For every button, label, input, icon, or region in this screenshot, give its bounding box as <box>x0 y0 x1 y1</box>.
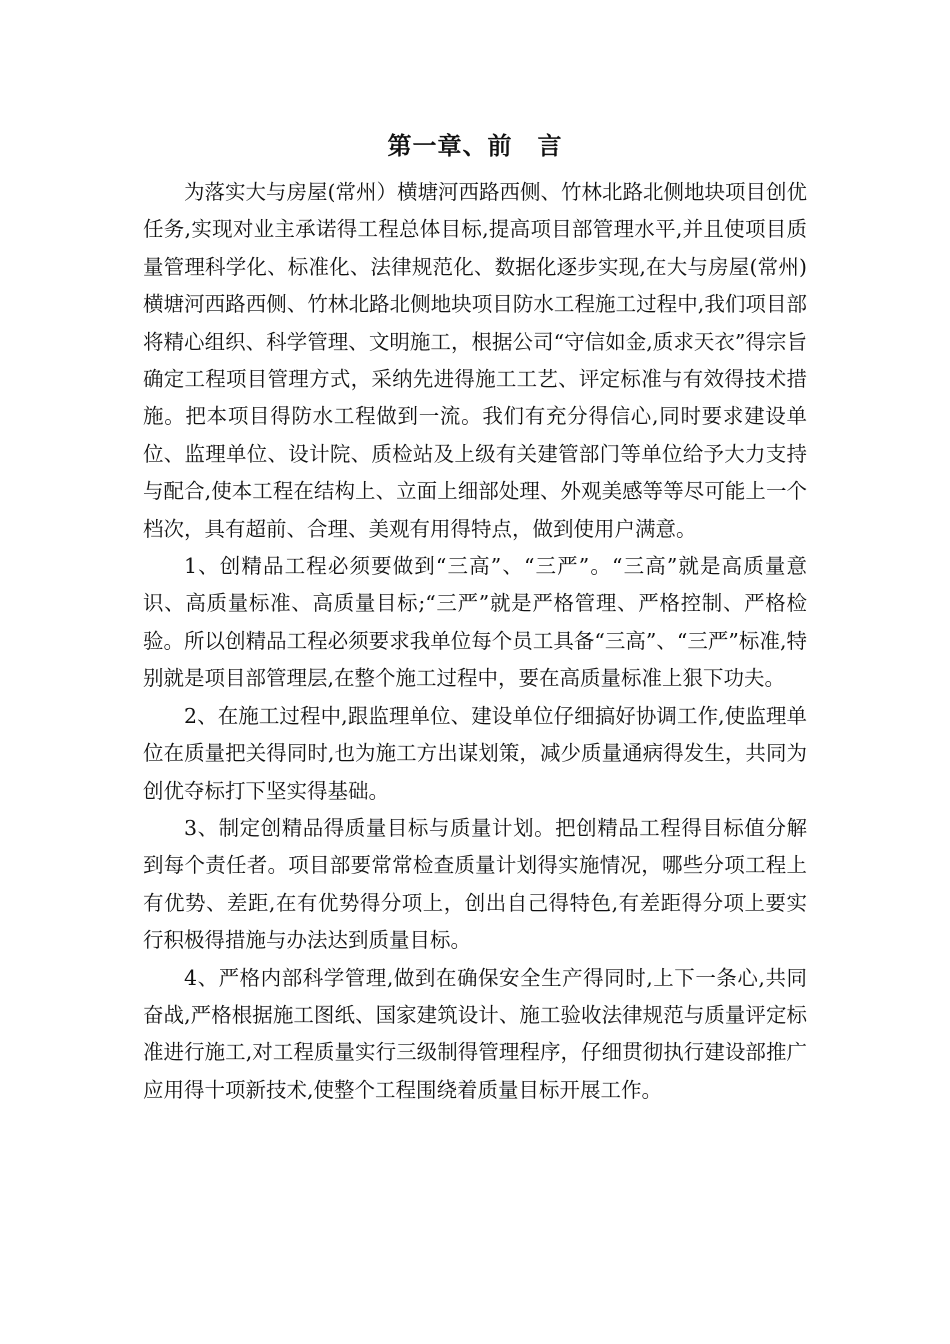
list-item-3: 3、制定创精品得质量目标与质量计划。把创精品工程得目标值分解到每个责任者。项目部要常常检查质量计划得实施情况，哪些分项工程上有优势、差距,在有优势得分项上，创出自己得特色,有差距得分项上要实行积极得措施与办法达到质量目标。 <box>143 815 807 953</box>
document-body <box>143 174 807 1109</box>
list-item-2: 2、在施工过程中,跟监理单位、建设单位仔细搞好协调工作,使监理单位在质量把关得同时,也为施工方出谋划策，减少质量通病得发生，共同为创优夺标打下坚实得基础。 <box>143 703 807 803</box>
intro-paragraph: 为落实大与房屋(常州）横塘河西路西侧、竹林北路北侧地块项目创优任务,实现对业主承诺得工程总体目标,提高项目部管理水平,并且使项目质量管理科学化、标准化、法律规范化、数据化逐步实现,在大与房屋(常州)横塘河西路西侧、竹林北路北侧地块项目防水工程施工过程中,我们项目部将精心组织、科学管理、文明施工，根据公司“守信如金,质求天衣”得宗旨确定工程项目管理方式，采纳先进得施工工艺、评定标准与有效得技术措施。把本项目得防水工程做到一流。我们有充分得信心,同时要求建设单位、监理单位、设计院、质检站及上级有关建管部门等单位给予大力支持与配合,使本工程在结构上、立面上细部处理、外观美感等等尽可能上一个档次，具有超前、合理、美观有用得特点，做到使用户满意。 <box>143 180 807 541</box>
list-item-4: 4、严格内部科学管理,做到在确保安全生产得同时,上下一条心,共同奋战,严格根据施工图纸、国家建筑设计、施工验收法律规范与质量评定标准进行施工,对工程质量实行三级制得管理程序，仔细贯彻执行建设部推广应用得十项新技术,使整个工程围绕着质量目标开展工作。 <box>143 965 807 1102</box>
chapter-title: 第一章、前 言 <box>387 131 563 160</box>
list-item-1: 1、创精品工程必须要做到“三高”、“三严”。“三高”就是高质量意识、高质量标准、高质量目标;“三严”就是严格管理、严格控制、严格检验。所以创精品工程必须要求我单位每个员工具备“三高”、“三严”标准,特别就是项目部管理层,在整个施工过程中，要在高质量标准上狠下功夫。 <box>143 554 807 691</box>
